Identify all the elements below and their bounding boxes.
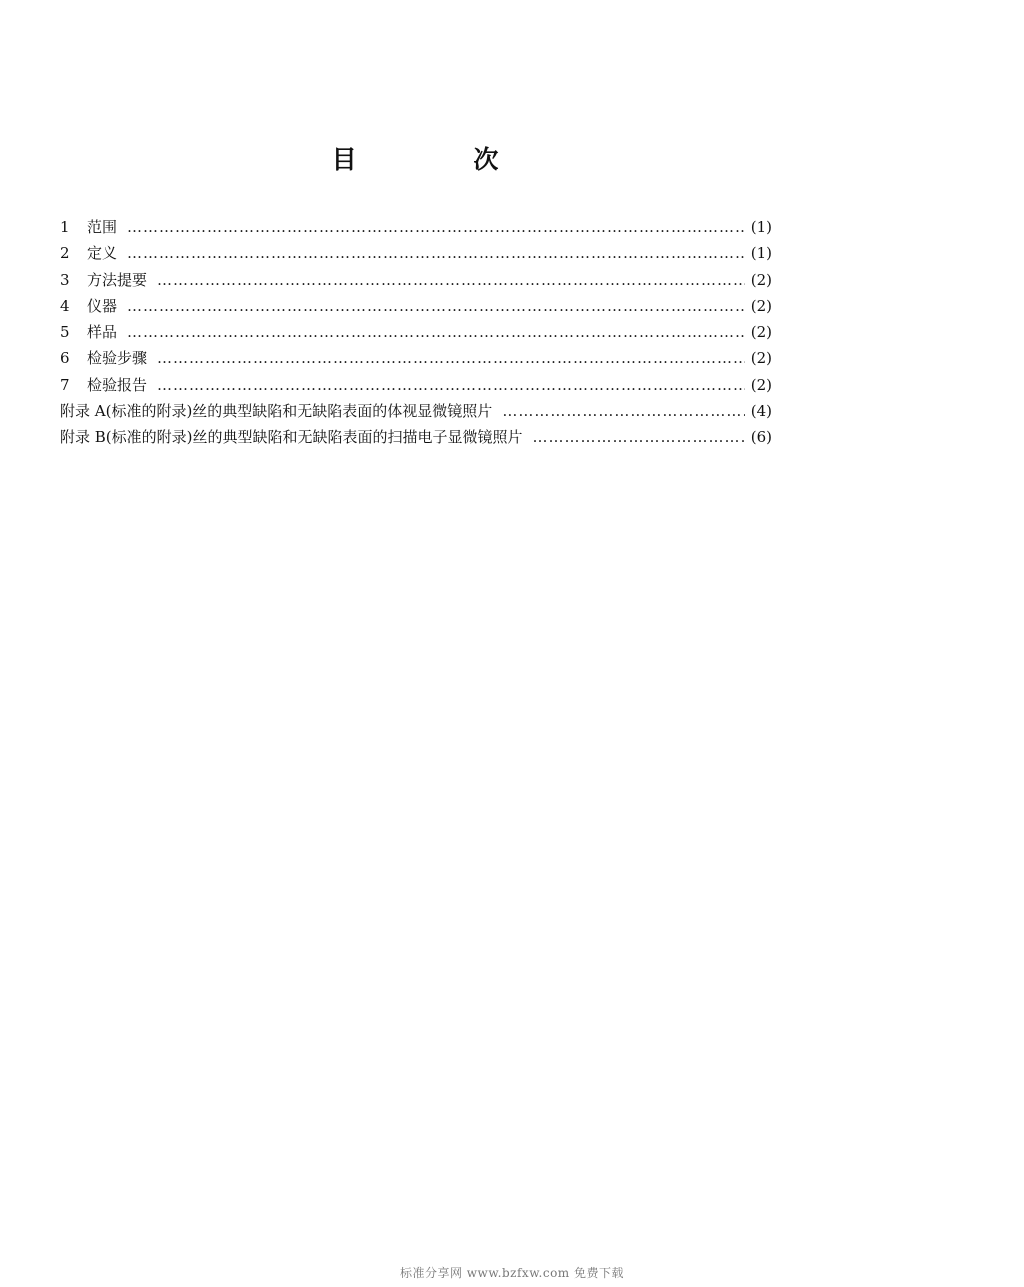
- toc-entry-label: 范围: [87, 218, 118, 236]
- toc-entry-page: (1): [750, 244, 772, 263]
- toc-entry-number: 1: [60, 218, 70, 236]
- toc-leader-dots: [502, 398, 744, 424]
- toc-leader-dots: [157, 345, 745, 371]
- toc-entry-5[interactable]: [60, 319, 772, 345]
- toc-entry-6[interactable]: [60, 345, 772, 371]
- toc-entry-page: (2): [750, 375, 772, 394]
- toc-entry-number: 7: [60, 375, 70, 394]
- toc-entry-page: (6): [750, 428, 772, 447]
- page-title: 目 次: [331, 145, 553, 174]
- toc-entry-label: 方法提要: [87, 270, 148, 289]
- toc-entry-appendix-a[interactable]: [60, 398, 772, 424]
- toc-entry-page: (2): [750, 270, 772, 289]
- toc-entry-label: 附录 B(标准的附录)丝的典型缺陷和无缺陷表面的扫描电子显微镜照片: [60, 428, 523, 447]
- toc-entry-2[interactable]: [60, 240, 772, 266]
- toc-entry-page: (4): [750, 402, 772, 421]
- footer-watermark: 标准分享网 www.bzfxw.com 免费下载: [399, 1266, 625, 1280]
- toc-entry-label: 附录 A(标准的附录)丝的典型缺陷和无缺陷表面的体视显微镜照片: [60, 402, 493, 421]
- toc-entry-number: 4: [60, 296, 70, 315]
- toc-leader-dots: [157, 372, 745, 398]
- toc-leader-dots: [533, 424, 745, 450]
- toc-entry-label: 样品: [87, 323, 118, 342]
- toc-entry-page: (2): [750, 349, 772, 368]
- toc-entry-appendix-b[interactable]: [60, 424, 772, 450]
- toc-entry-4[interactable]: [60, 293, 772, 319]
- toc-entry-number: 3: [60, 270, 70, 289]
- toc-entry-label: 定义: [87, 244, 118, 263]
- toc-leader-dots: [127, 214, 745, 240]
- toc-entry-7[interactable]: [60, 372, 772, 398]
- toc-entry-page: (1): [750, 218, 772, 236]
- toc-entry-1[interactable]: [60, 214, 772, 240]
- toc-leader-dots: [127, 293, 745, 319]
- toc-entry-label: 检验报告: [87, 375, 148, 394]
- toc-entry-number: 5: [60, 323, 70, 342]
- toc-entry-label: 检验步骤: [87, 349, 148, 368]
- toc-entry-label: 仪器: [87, 296, 118, 315]
- toc-leader-dots: [127, 319, 745, 345]
- toc-entry-number: 6: [60, 349, 70, 368]
- toc-entry-page: (2): [750, 323, 772, 342]
- table-of-contents: [60, 214, 772, 451]
- toc-leader-dots: [157, 267, 745, 293]
- toc-leader-dots: [127, 240, 745, 266]
- toc-entry-3[interactable]: [60, 267, 772, 293]
- toc-entry-number: 2: [60, 244, 70, 263]
- toc-entry-page: (2): [750, 296, 772, 315]
